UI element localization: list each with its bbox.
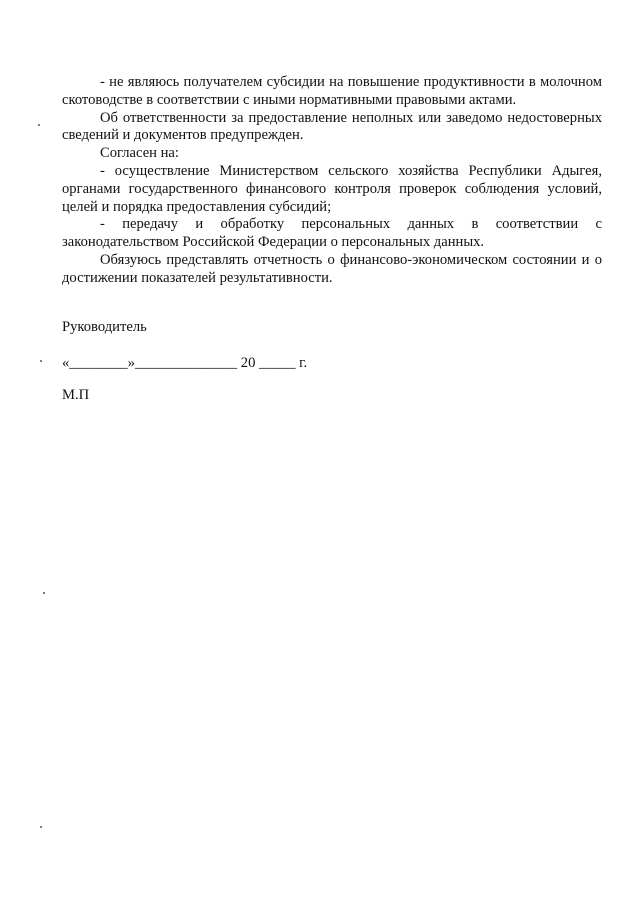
scan-speck (40, 826, 42, 828)
scan-speck (38, 124, 40, 126)
stamp-place-label: М.П (62, 387, 90, 403)
paragraph-agree-heading: Согласен на: (100, 145, 179, 162)
signature-title: Руководитель (62, 319, 147, 335)
paragraph-not-recipient: - не являюсь получателем субсидии на повышение продуктивности в молочном скотоводстве в соответствии с иными нормативными правовыми актами. (62, 74, 602, 108)
paragraph-agree-inspections: - осуществление Министерством сельского хозяйства Республики Адыгея, органами государственного финансового контроля проверок соблюдения условий, целей и порядка предоставления субсидий; (62, 162, 602, 215)
scan-speck (43, 592, 45, 594)
paragraph-agree-personal-data: - передачу и обработку персональных данных в соответствии с законодательством Российской Федерации о персональных данных. (62, 216, 602, 251)
paragraph-reporting-obligation: Обязуюсь представлять отчетность о финансово-экономическом состоянии и о достижении показателей результативности. (62, 251, 602, 286)
date-signature-line: «________»______________ 20 _____ г. (62, 355, 308, 371)
declaration-text (62, 74, 602, 288)
scan-speck (40, 360, 42, 362)
paragraph-responsibility: Об ответственности за предоставление неполных или заведомо недостоверных сведений и документов предупрежден. (62, 109, 602, 144)
